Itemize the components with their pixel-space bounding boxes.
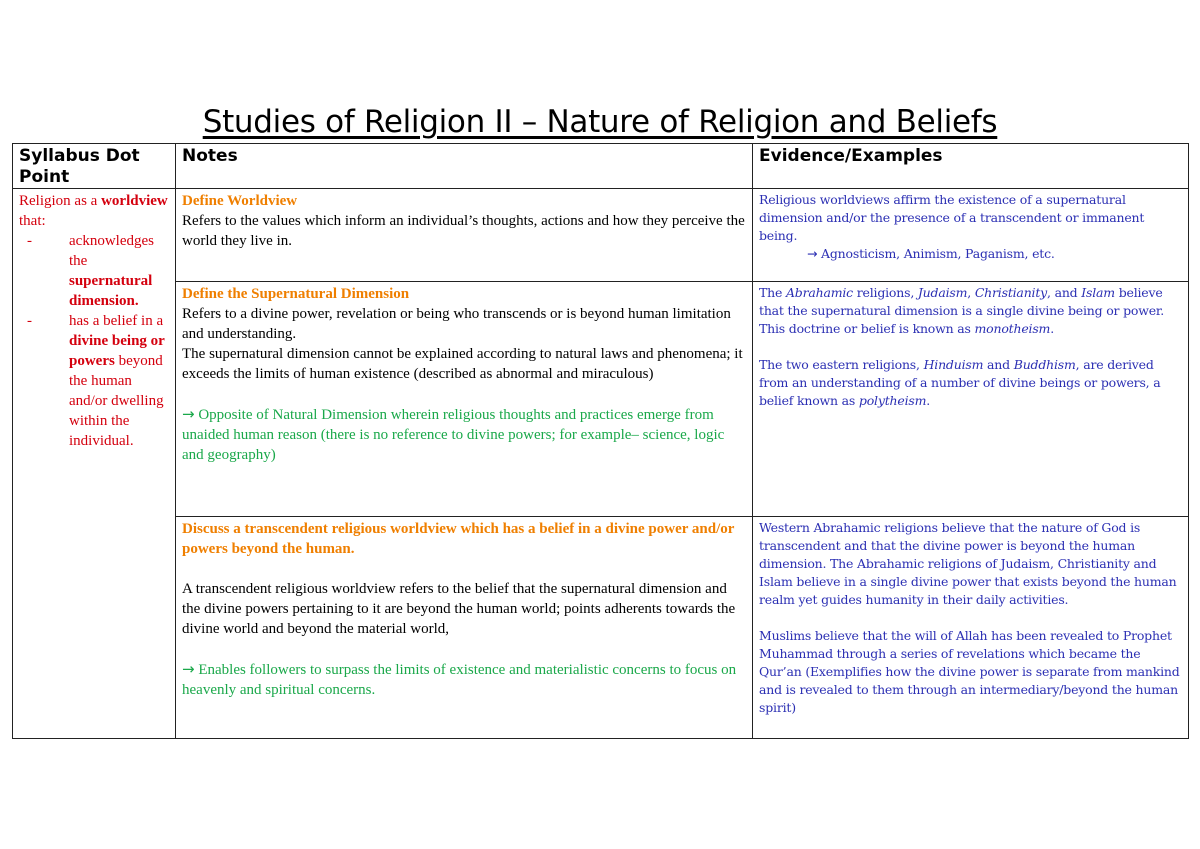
spacer	[182, 639, 746, 659]
column-header-syllabus: Syllabus Dot Point	[13, 144, 176, 189]
evidence-text: and	[983, 357, 1014, 372]
evidence-italic: Hinduism	[923, 357, 984, 372]
notes-heading: Define the Supernatural Dimension	[182, 286, 410, 302]
notes-body: The supernatural dimension cannot be explained according to natural laws and phenomena; it exceeds the limits of human existence (described as abnormal and miraculous)	[182, 346, 743, 382]
evidence-italic: polytheism	[858, 393, 927, 408]
evidence-text: Western Abrahamic religions believe that the nature of God is transcendent and that the divine power is beyond the human dimension. The Abrahamic religions of Judaism, Christianity and Islam believe in a single divine power that exists beyond the human realm yet guides humanity in their daily activities.	[759, 520, 1177, 607]
evidence-italic: Christianity	[974, 285, 1048, 300]
evidence-text: The	[759, 285, 786, 300]
spacer	[759, 338, 1182, 356]
spacer	[182, 559, 746, 579]
notes-heading: Discuss a transcendent religious worldview which has a belief in a divine power and/or powers beyond the human.	[182, 521, 735, 557]
notes-table	[12, 143, 1189, 739]
evidence-text: religions,	[852, 285, 918, 300]
evidence-arrow-text: Agnosticism, Animism, Paganism, etc.	[817, 246, 1055, 261]
arrow-right-icon: →	[182, 660, 195, 678]
notes-cell-supernatural	[176, 282, 753, 517]
syllabus-dot-point-cell	[13, 189, 176, 739]
evidence-italic: Abrahamic	[785, 285, 853, 300]
spacer	[182, 384, 746, 404]
syllabus-intro-bold: worldview	[101, 193, 168, 209]
bullet-dash: -	[27, 233, 32, 249]
list-item	[19, 231, 169, 311]
bullet-text: acknowledges the	[69, 233, 154, 269]
arrow-right-icon: →	[807, 246, 818, 261]
spacer	[759, 609, 1182, 627]
notes-arrow-text: Opposite of Natural Dimension wherein religious thoughts and practices emerge from unaided human reason (there is no reference to divine powers; for example– science, logic and geography)	[182, 407, 725, 463]
syllabus-intro	[19, 191, 169, 231]
notes-arrow-text: Enables followers to surpass the limits of existence and materialistic concerns to focus on heavenly and spiritual concerns.	[182, 662, 737, 698]
evidence-italic: Islam	[1081, 285, 1115, 300]
evidence-text: Muslims believe that the will of Allah has been revealed to Prophet Muhammad through a series of revelations which became the Qur’an (Exemplifies how the divine power is separate from mankind and is revealed to them through an intermediary/beyond the human spirit)	[759, 628, 1180, 715]
evidence-italic: Judaism	[917, 285, 968, 300]
evidence-text: believe that the supernatural dimension is a single divine being or power. This doctrine or belief is known as	[759, 285, 1165, 336]
arrow-right-icon: →	[182, 405, 195, 423]
evidence-text: , and	[1047, 285, 1082, 300]
table-row	[13, 189, 1189, 282]
evidence-text: ,	[967, 285, 975, 300]
evidence-polytheism	[759, 356, 1182, 410]
notes-arrow-point	[182, 659, 746, 700]
syllabus-bullet-list	[19, 231, 169, 451]
syllabus-intro-tail: that:	[19, 213, 46, 229]
column-header-evidence: Evidence/Examples	[753, 144, 1189, 189]
evidence-text: Religious worldviews affirm the existence of a supernatural dimension and/or the presence of a transcendent or immanent being.	[759, 192, 1145, 243]
table-row	[13, 282, 1189, 517]
evidence-text: The two eastern religions,	[759, 357, 924, 372]
bullet-tail: beyond the human and/or dwelling within the individual.	[69, 353, 164, 449]
evidence-italic: monotheism	[974, 321, 1051, 336]
table-header-row	[13, 144, 1189, 189]
bullet-bold: supernatural dimension.	[69, 273, 153, 309]
notes-cell-transcendent	[176, 517, 753, 739]
evidence-arrow-line	[759, 245, 1182, 263]
evidence-italic: Buddhism	[1013, 357, 1076, 372]
syllabus-intro-text: Religion as a	[19, 193, 102, 209]
bullet-bold: divine being or powers	[69, 333, 165, 369]
bullet-dash: -	[27, 313, 32, 329]
evidence-text: .	[926, 393, 931, 408]
evidence-cell-worldview	[753, 189, 1189, 282]
evidence-cell-supernatural	[753, 282, 1189, 517]
evidence-text: .	[1050, 321, 1054, 336]
column-header-notes: Notes	[176, 144, 753, 189]
bullet-text: has a belief in a	[69, 313, 164, 329]
notes-cell-worldview	[176, 189, 753, 282]
notes-body: A transcendent religious worldview refers to the belief that the supernatural dimension and the divine powers pertaining to it are beyond the human world; points adherents towards the divine world and beyond the material world,	[182, 581, 736, 637]
evidence-monotheism	[759, 284, 1182, 338]
evidence-cell-transcendent	[753, 517, 1189, 739]
table-row	[13, 517, 1189, 739]
list-item	[19, 311, 169, 451]
evidence-text: , are derived from an understanding of a number of divine beings or powers, a belief known as	[759, 357, 1161, 408]
page-title: Studies of Religion II – Nature of Religion and Beliefs	[202, 104, 998, 140]
notes-body: Refers to the values which inform an individual’s thoughts, actions and how they perceive the world they live in.	[182, 213, 745, 249]
notes-body: Refers to a divine power, revelation or being who transcends or is beyond human limitation and understanding.	[182, 306, 731, 342]
notes-heading: Define Worldview	[182, 193, 298, 209]
notes-arrow-point	[182, 404, 746, 465]
